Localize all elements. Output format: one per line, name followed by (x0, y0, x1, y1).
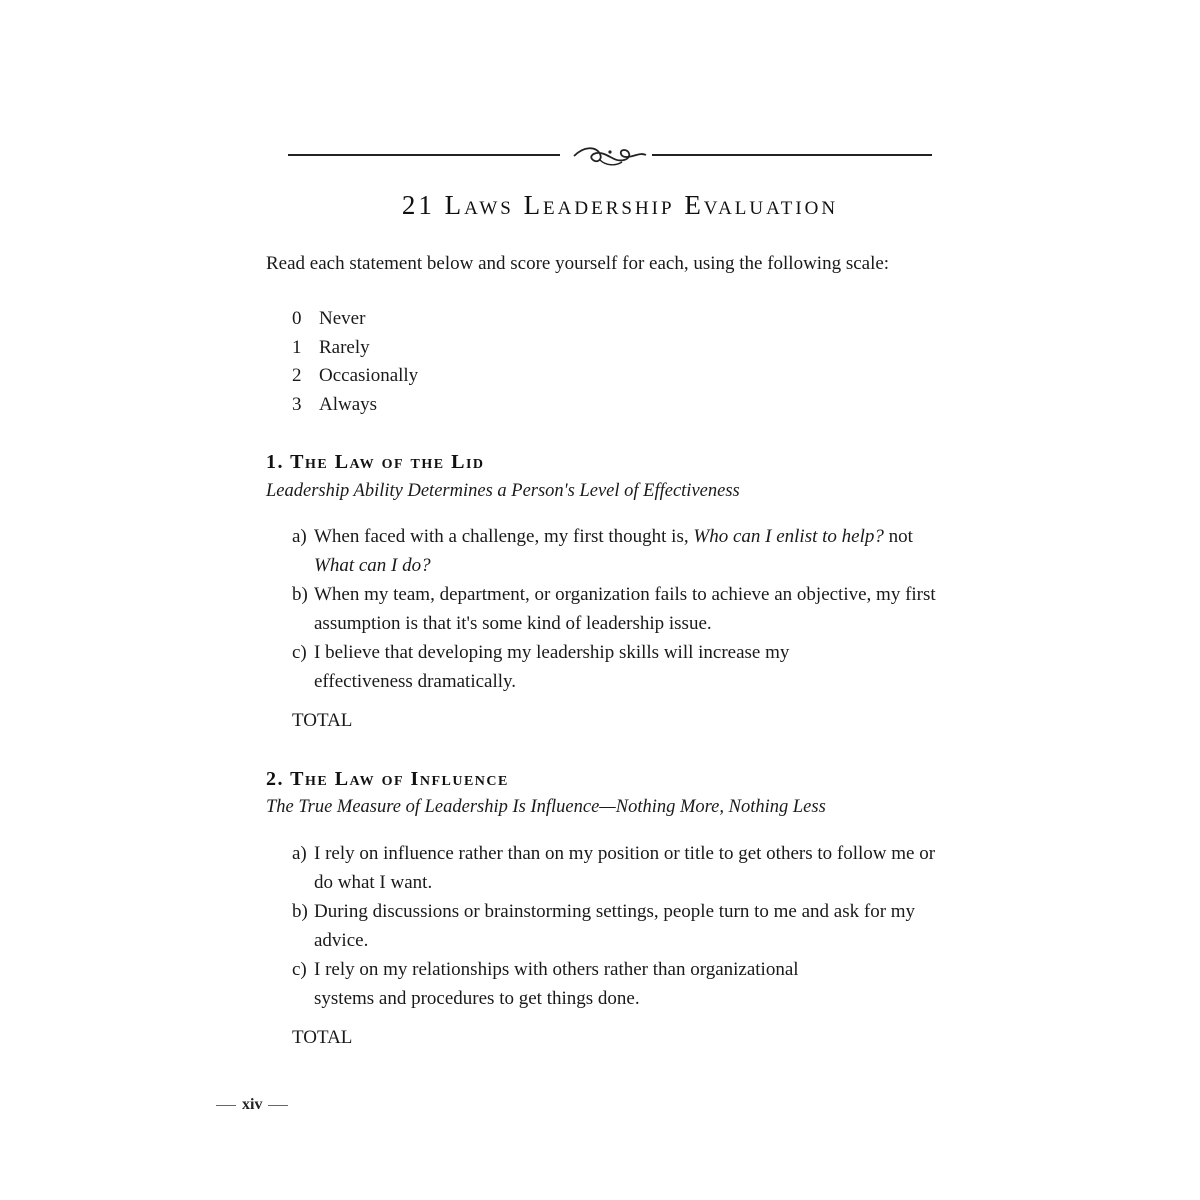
statement-label: b) (292, 901, 308, 922)
statement (292, 522, 952, 580)
scale-value: 2 (292, 365, 302, 387)
law-2-subtitle: The True Measure of Leadership Is Influence—Nothing More, Nothing Less (266, 797, 826, 817)
page-title: 21 Laws Leadership Evaluation (401, 190, 839, 220)
law-2-statements (292, 839, 952, 1013)
statement (292, 580, 952, 638)
folio-dash-right (268, 1105, 288, 1106)
law-2-total: TOTAL (292, 1027, 353, 1048)
scale-label: Occasionally (319, 365, 419, 387)
folio-dash-left (216, 1105, 236, 1106)
statement-label: b) (292, 584, 308, 605)
law-1-subtitle: Leadership Ability Determines a Person's Level of Effectiveness (266, 481, 740, 501)
statement-text: During discussions or brainstorming settings, people turn to me and ask for my advice. (314, 901, 916, 951)
law-1-heading: 1. The Law of the Lid (266, 451, 485, 473)
law-1-statements (292, 522, 952, 696)
scale-value: 3 (292, 394, 302, 416)
ornamental-rule (288, 140, 932, 170)
statement-label: a) (292, 843, 307, 864)
page-number (210, 1096, 294, 1114)
statement-text: I believe that developing my leadership skills will increase my effectiveness dramatically. (314, 642, 790, 692)
scale-label: Never (319, 308, 366, 329)
scale-value: 1 (292, 336, 302, 358)
statement-text: When my team, department, or organization fails to achieve an objective, my first assumption is that it's some kind of leadership issue. (314, 584, 936, 634)
law-2-heading: 2. The Law of Influence (266, 768, 509, 790)
scale-value: 0 (292, 308, 302, 329)
statement-text: When faced with a challenge, my first thought is, Who can I enlist to help? not What can I do? (314, 526, 913, 576)
statement-text: I rely on my relationships with others rather than organizational systems and procedures to get things done. (314, 959, 799, 1009)
statement (292, 839, 952, 897)
statement-label: a) (292, 526, 307, 547)
statement-label: c) (292, 642, 307, 663)
statement (292, 897, 952, 955)
scale-label: Always (319, 394, 378, 416)
flourish-icon (570, 140, 650, 170)
statement-label: c) (292, 959, 307, 980)
law-1-total: TOTAL (292, 710, 353, 731)
score-scale (292, 305, 418, 420)
rule-right (652, 154, 932, 156)
instructions: Read each statement below and score yourself for each, using the following scale: (266, 253, 890, 274)
scale-label: Rarely (319, 336, 370, 358)
scale-item (292, 391, 418, 420)
page-number-text: xiv (242, 1096, 263, 1113)
statement (292, 638, 952, 696)
rule-left (288, 154, 560, 156)
scale-item (292, 362, 418, 391)
statement (292, 955, 952, 1013)
scale-item (292, 334, 418, 363)
statement-text: I rely on influence rather than on my position or title to get others to follow me or do what I want. (314, 843, 936, 893)
scale-item (292, 305, 418, 334)
